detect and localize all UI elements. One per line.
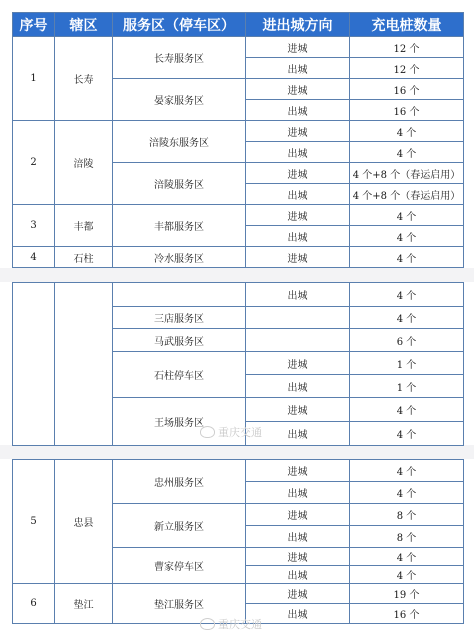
direction-cell: 进城 (246, 163, 350, 184)
direction-cell: 出城 (246, 526, 350, 548)
table-header-row (13, 13, 464, 37)
count-cell: 4 个 (350, 142, 464, 163)
table-row (13, 121, 464, 142)
charging-pile-table-part2 (12, 282, 464, 446)
direction-cell: 出城 (246, 226, 350, 247)
table-row (13, 283, 464, 307)
district-cell: 长寿 (55, 37, 113, 121)
service-area-cell: 三店服务区 (113, 307, 246, 329)
direction-cell: 出城 (246, 142, 350, 163)
direction-cell: 进城 (246, 37, 350, 58)
direction-cell: 进城 (246, 584, 350, 604)
count-cell: 16 个 (350, 79, 464, 100)
charging-pile-table-part3 (12, 459, 464, 624)
direction-cell (246, 329, 350, 352)
service-area-cell: 冷水服务区 (113, 247, 246, 268)
direction-cell: 出城 (246, 422, 350, 446)
direction-cell: 进城 (246, 398, 350, 422)
count-cell: 16 个 (350, 100, 464, 121)
count-cell: 6 个 (350, 329, 464, 352)
row-number: 5 (13, 460, 55, 584)
service-area-cell: 晏家服务区 (113, 79, 246, 121)
row-number: 4 (13, 247, 55, 268)
direction-cell: 出城 (246, 58, 350, 79)
district-cell: 涪陵 (55, 121, 113, 205)
direction-cell (246, 307, 350, 329)
direction-cell: 进城 (246, 205, 350, 226)
count-cell: 16 个 (350, 604, 464, 624)
segment-gap (0, 268, 474, 282)
header-direction: 进出城方向 (246, 13, 350, 37)
direction-cell: 出城 (246, 283, 350, 307)
service-area-cell: 马武服务区 (113, 329, 246, 352)
service-area-cell: 曹家停车区 (113, 548, 246, 584)
direction-cell: 出城 (246, 566, 350, 584)
header-district: 辖区 (55, 13, 113, 37)
count-cell: 1 个 (350, 352, 464, 375)
count-cell: 4 个+8 个（春运启用） (350, 163, 464, 184)
service-area-cell: 新立服务区 (113, 504, 246, 548)
direction-cell: 进城 (246, 460, 350, 482)
service-area-cell: 忠州服务区 (113, 460, 246, 504)
header-count: 充电桩数量 (350, 13, 464, 37)
service-area-cell: 涪陵东服务区 (113, 121, 246, 163)
table-row (13, 37, 464, 58)
count-cell: 4 个 (350, 226, 464, 247)
header-service-area: 服务区（停车区） (113, 13, 246, 37)
direction-cell: 出城 (246, 482, 350, 504)
segment-gap (0, 445, 474, 459)
direction-cell: 出城 (246, 604, 350, 624)
count-cell: 8 个 (350, 526, 464, 548)
service-area-cell: 王场服务区 (113, 398, 246, 446)
count-cell: 4 个 (350, 398, 464, 422)
watermark-text: 重庆交通 (218, 618, 262, 631)
count-cell: 4 个 (350, 422, 464, 446)
district-cell: 忠县 (55, 460, 113, 584)
direction-cell: 出城 (246, 375, 350, 398)
count-cell: 4 个 (350, 482, 464, 504)
table-row (13, 460, 464, 482)
row-number: 2 (13, 121, 55, 205)
direction-cell: 进城 (246, 79, 350, 100)
direction-cell: 进城 (246, 121, 350, 142)
district-cell (55, 283, 113, 446)
count-cell: 4 个 (350, 548, 464, 566)
district-cell: 石柱 (55, 247, 113, 268)
watermark-text: 重庆交通 (218, 426, 262, 439)
district-cell: 丰都 (55, 205, 113, 247)
header-no: 序号 (13, 13, 55, 37)
row-number: 6 (13, 584, 55, 624)
service-area-cell: 丰都服务区 (113, 205, 246, 247)
count-cell: 4 个+8 个（春运启用） (350, 184, 464, 205)
service-area-cell: 石柱停车区 (113, 352, 246, 398)
count-cell: 4 个 (350, 121, 464, 142)
row-number (13, 283, 55, 446)
count-cell: 4 个 (350, 307, 464, 329)
count-cell: 4 个 (350, 247, 464, 268)
table-row (13, 247, 464, 268)
direction-cell: 进城 (246, 352, 350, 375)
service-area-cell: 长寿服务区 (113, 37, 246, 79)
count-cell: 4 个 (350, 205, 464, 226)
row-number: 3 (13, 205, 55, 247)
direction-cell: 进城 (246, 247, 350, 268)
count-cell: 8 个 (350, 504, 464, 526)
direction-cell: 出城 (246, 100, 350, 121)
service-area-cell: 涪陵服务区 (113, 163, 246, 205)
direction-cell: 进城 (246, 548, 350, 566)
charging-pile-table-part1 (12, 12, 464, 268)
table-row (13, 205, 464, 226)
count-cell: 4 个 (350, 566, 464, 584)
count-cell: 19 个 (350, 584, 464, 604)
table-row (13, 584, 464, 604)
count-cell: 4 个 (350, 460, 464, 482)
count-cell: 4 个 (350, 283, 464, 307)
district-cell: 垫江 (55, 584, 113, 624)
service-area-cell (113, 283, 246, 307)
direction-cell: 出城 (246, 184, 350, 205)
count-cell: 12 个 (350, 58, 464, 79)
count-cell: 12 个 (350, 37, 464, 58)
service-area-cell: 垫江服务区 (113, 584, 246, 624)
direction-cell: 进城 (246, 504, 350, 526)
count-cell: 1 个 (350, 375, 464, 398)
row-number: 1 (13, 37, 55, 121)
